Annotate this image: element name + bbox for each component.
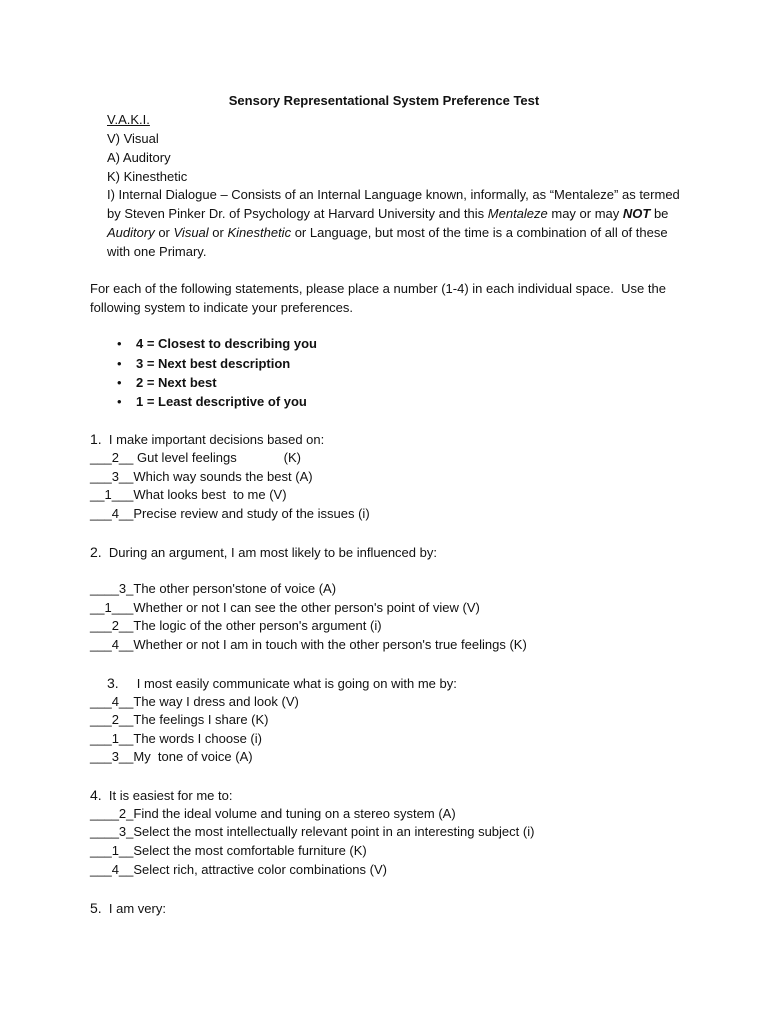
vaki-item-auditory: A) Auditory [107, 150, 171, 165]
answer-line: ___4__Whether or not I am in touch with the other person's true feelings (K) [90, 637, 527, 652]
scale-item: 1 = Least descriptive of you [136, 394, 307, 409]
answer-line: ___3__Which way sounds the best (A) [90, 469, 313, 484]
answer-line: ___2__The feelings I share (K) [90, 712, 269, 727]
answer-line: ____3_The other person'stone of voice (A) [90, 581, 337, 596]
scale-item: 2 = Next best [136, 375, 217, 390]
internal-dialogue-line-1: I) Internal Dialogue – Consists of an Internal Language known, informally, as “Mentaleze” as termed [107, 187, 680, 202]
answer-line: ___2__ Gut level feelings (K) [90, 450, 301, 465]
answer-line: __1___What looks best to me (V) [90, 487, 287, 502]
question-1: 1. I make important decisions based on: [90, 431, 325, 447]
internal-dialogue-line-2: by Steven Pinker Dr. of Psychology at Harvard University and this Mentaleze may or may NOT be [107, 206, 669, 221]
bullet-icon: • [117, 356, 122, 371]
question-5: 5. I am very: [90, 900, 166, 916]
question-4: 4. It is easiest for me to: [90, 787, 233, 803]
question-2: 2. During an argument, I am most likely to be influenced by: [90, 544, 437, 560]
answer-line: ___2__The logic of the other person's argument (i) [90, 618, 382, 633]
bullet-icon: • [117, 394, 122, 409]
instructions-line-2: following system to indicate your preferences. [90, 300, 354, 315]
answer-line: ___1__Select the most comfortable furniture (K) [90, 843, 367, 858]
bullet-icon: • [117, 336, 122, 351]
answer-line: ___4__The way I dress and look (V) [90, 694, 299, 709]
question-3: 3. I most easily communicate what is going on with me by: [107, 675, 457, 691]
internal-dialogue-line-3: Auditory or Visual or Kinesthetic or Language, but most of the time is a combination of all of these [107, 225, 668, 240]
answer-line: ___4__Select rich, attractive color combinations (V) [90, 862, 387, 877]
page-title: Sensory Representational System Preference Test [228, 93, 540, 108]
answer-line: ____3_Select the most intellectually relevant point in an interesting subject (i) [90, 824, 535, 839]
answer-line: __1___Whether or not I can see the other person's point of view (V) [90, 600, 480, 615]
vaki-item-visual: V) Visual [107, 131, 159, 146]
vaki-item-kinesthetic: K) Kinesthetic [107, 169, 188, 184]
internal-dialogue-line-4: with one Primary. [107, 244, 207, 259]
scale-item: 4 = Closest to describing you [136, 336, 317, 351]
answer-line: ___4__Precise review and study of the issues (i) [90, 506, 370, 521]
instructions-line-1: For each of the following statements, please place a number (1-4) in each individual space. Use the [90, 281, 666, 296]
scale-item: 3 = Next best description [136, 356, 291, 371]
bullet-icon: • [117, 375, 122, 390]
answer-line: ____2_Find the ideal volume and tuning on a stereo system (A) [90, 806, 456, 821]
answer-line: ___1__The words I choose (i) [90, 731, 262, 746]
answer-line: ___3__My tone of voice (A) [90, 749, 253, 764]
vaki-heading: V.A.K.I. [107, 112, 150, 127]
